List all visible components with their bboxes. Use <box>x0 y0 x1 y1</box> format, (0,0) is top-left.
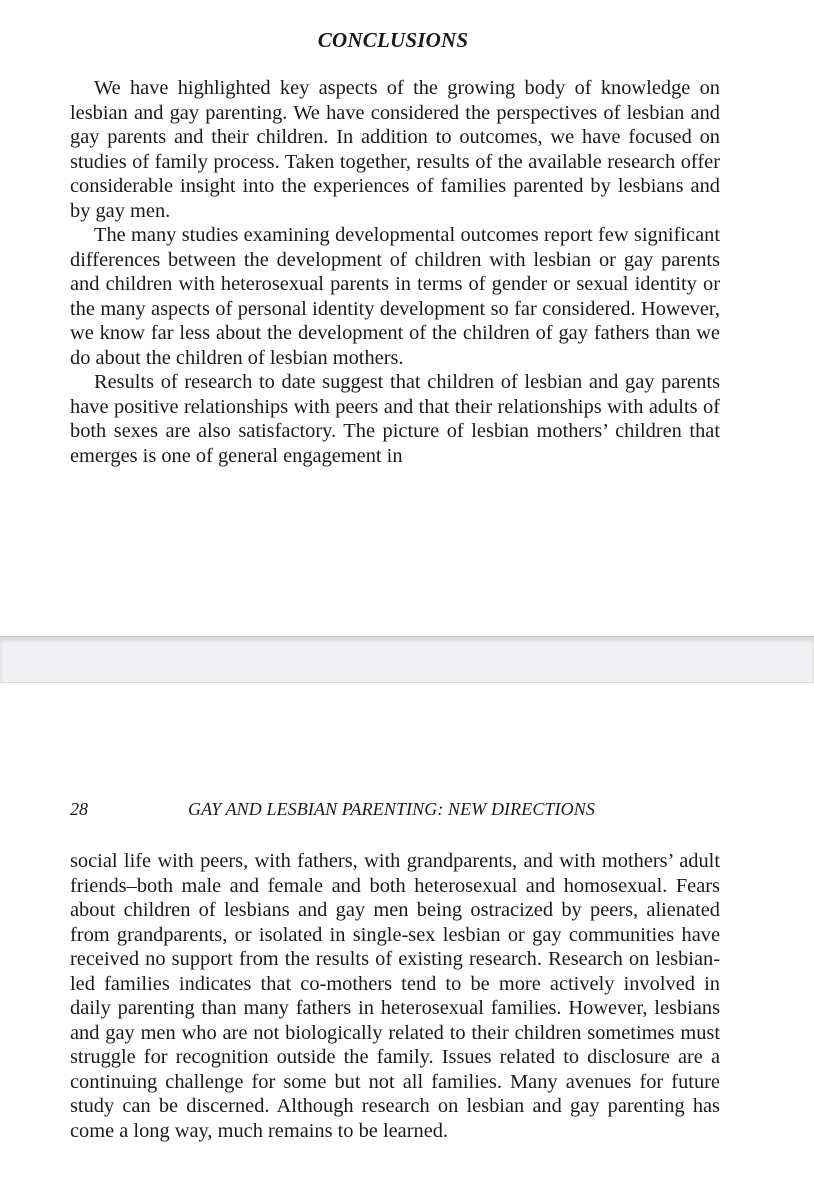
running-head-title: GAY AND LESBIAN PARENTING: NEW DIRECTIONS <box>188 799 595 819</box>
paragraph-2: The many studies examining developmental outcomes report few significant differences between the development of children with lesbian or gay parents and children with heterosexual parents in terms of gender or sexual identity or the many aspects of personal identity development so far considered. However, we know far less about the development of the children of gay fathers than we do about the children of lesbian mothers. <box>70 224 720 369</box>
bottom-page-text <box>70 849 720 1143</box>
bottom-page <box>0 683 814 1200</box>
paragraph-3: Results of research to date suggest that children of lesbian and gay parents have positive relationships with peers and that their relationships with adults of both sexes are also satisfactory. The picture of lesbian mothers’ children that emerges is one of general engagement in <box>70 371 720 467</box>
section-title: CONCLUSIONS <box>317 28 469 52</box>
top-page-text <box>70 76 720 468</box>
paragraph-1: We have highlighted key aspects of the growing body of knowledge on lesbian and gay parenting. We have considered the perspectives of lesbian and gay parents and their children. In addition to outcomes, we have focused on studies of family process. Taken together, results of the available research offer considerable insight into the experiences of families parented by lesbians and by gay men. <box>70 77 720 222</box>
continuation-paragraph: social life with peers, with fathers, with grandparents, and with mothers’ adult friends–both male and female and both heterosexual and homosexual. Fears about children of lesbians and gay men being ostracized by peers, alienated from grandparents, or isolated in single-sex lesbian or gay communities have received no support from the results of existing research. Research on lesbian-led families indicates that co-mothers tend to be more actively involved in daily parenting than many fathers in heterosexual families. However, lesbians and gay men who are not biologically related to their children sometimes must struggle for recognition outside the family. Issues related to disclosure are a continuing challenge for some but not all families. Many avenues for future study can be discerned. Although research on lesbian and gay parenting has come a long way, much remains to be learned. <box>70 850 720 1142</box>
page-number: 28 <box>70 799 88 819</box>
page-gap <box>0 636 814 683</box>
